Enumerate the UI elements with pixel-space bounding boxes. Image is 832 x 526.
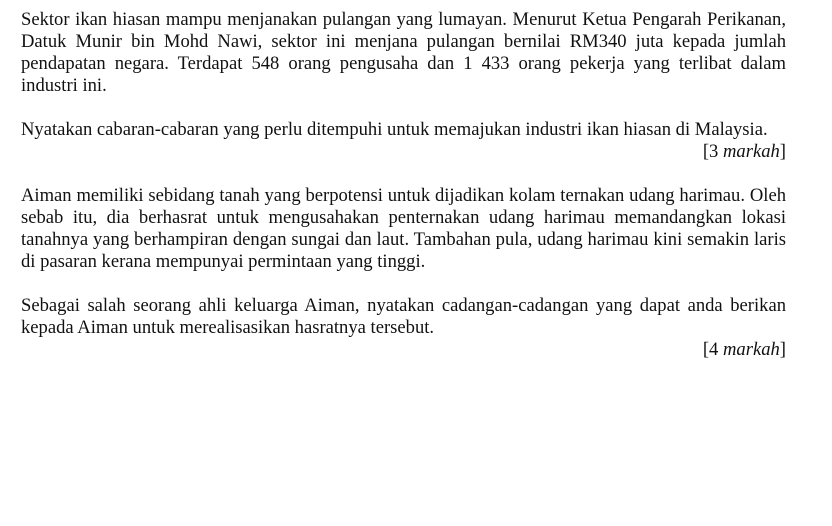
- question-1-marks-close: ]: [779, 141, 786, 162]
- question-2-marks-open: [4: [702, 339, 723, 360]
- question-2-prompt: Sebagai salah seorang ahli keluarga Aiman, nyatakan cadangan-cadangan yang dapat anda berikan kepada Aiman untuk merealisasikan hasratnya tersebut.: [21, 295, 786, 338]
- question-1-marks-open: [3: [702, 141, 723, 162]
- question-2-marks-close: ]: [779, 339, 786, 360]
- question-1-marks: [21, 141, 786, 163]
- question-2-marks: [21, 339, 786, 361]
- question-2-context: Aiman memiliki sebidang tanah yang berpotensi untuk dijadikan kolam ternakan udang harimau. Oleh sebab itu, dia berhasrat untuk mengusahakan penternakan udang harimau memandangkan lokasi tanahnya yang berhampiran dengan sungai dan laut. Tambahan pula, udang harimau kini semakin laris di pasaran kerana mempunyai permintaan yang tinggi.: [21, 185, 786, 272]
- question-document: [21, 9, 786, 361]
- question-1-prompt: Nyatakan cabaran-cabaran yang perlu ditempuhi untuk memajukan industri ikan hiasan di Malaysia.: [21, 119, 768, 140]
- question-2-marks-word: markah: [722, 339, 780, 360]
- question-1-context: Sektor ikan hiasan mampu menjanakan pulangan yang lumayan. Menurut Ketua Pengarah Perikanan, Datuk Munir bin Mohd Nawi, sektor ini menjana pulangan bernilai RM340 juta kepada jumlah pendapatan negara. Terdapat 548 orang pengusaha dan 1 433 orang pekerja yang terlibat dalam industri ini.: [21, 9, 786, 96]
- question-1-marks-word: markah: [722, 141, 780, 162]
